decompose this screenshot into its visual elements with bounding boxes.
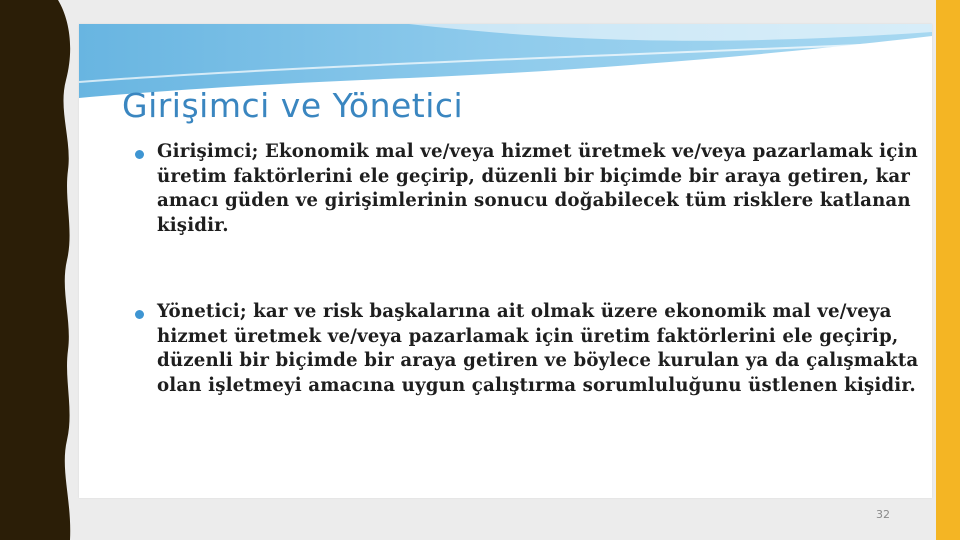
right-accent-bar (936, 0, 960, 540)
definition-text: Ekonomik mal ve/veya hizmet üretmek ve/veya pazarlamak için üretim faktörlerini ele geçirip, düzenli bir biçimde bir araya getiren, kar amacı güden ve girişimlerinin sonucu doğabilecek tüm risklere katlanan kişidir. (157, 141, 918, 236)
bullet-dot-icon (135, 310, 144, 319)
bullet-dot-icon (135, 150, 144, 159)
page-number: 32 (876, 508, 890, 521)
definition-text: kar ve risk başkalarına ait olmak üzere ekonomik mal ve/veya hizmet üretmek ve/veya pazarlamak için üretim faktörlerini ele geçirip, düzenli bir biçimde bir araya getiren ve böylece kurulan ya da çalışmakta olan işletmeyi amacına uygun çalıştırma sorumluluğunu üstlenen kişidir. (157, 301, 919, 396)
left-decorative-strip (0, 0, 90, 540)
bullet-item-yonetici (135, 300, 927, 398)
term-label: Girişimci; (157, 141, 259, 162)
bullet-item-girisimci (135, 140, 927, 238)
slide-title: Girişimci ve Yönetici (122, 86, 464, 125)
slide-image (79, 24, 932, 498)
term-label: Yönetici; (157, 301, 247, 322)
